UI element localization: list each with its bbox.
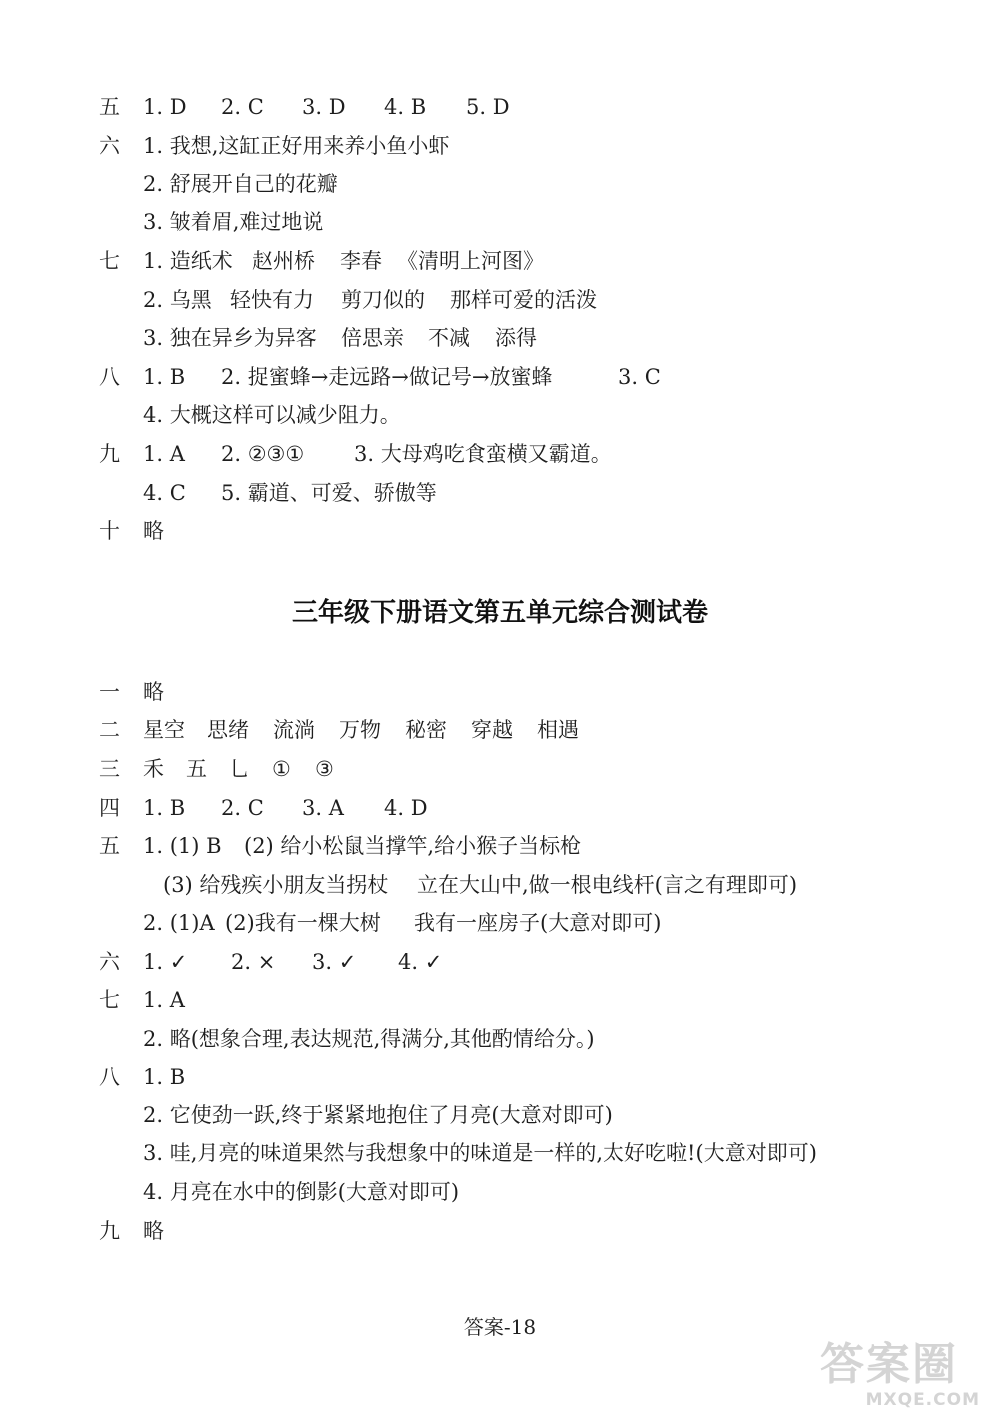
answer-item: 五 bbox=[186, 757, 207, 781]
answer-item: 1. B bbox=[143, 1065, 186, 1089]
answer-item: 3. D bbox=[302, 95, 346, 119]
question-number: 八 bbox=[99, 365, 120, 389]
page-title: 三年级下册语文第五单元综合测试卷 bbox=[291, 598, 708, 628]
answer-item: 星空 bbox=[143, 718, 185, 742]
answer-item: 1. 造纸术 bbox=[143, 249, 233, 273]
answer-item: 赵州桥 bbox=[252, 249, 315, 273]
question-number: 九 bbox=[99, 442, 120, 466]
answer-item: 秘密 bbox=[405, 718, 447, 742]
answer-item: 禾 bbox=[143, 757, 164, 781]
question-number: 六 bbox=[99, 134, 120, 158]
answer-item: 立在大山中,做一根电线杆(言之有理即可) bbox=[417, 873, 798, 897]
answer-item: 3. 独在异乡为异客 bbox=[143, 326, 317, 350]
question-number: 七 bbox=[99, 249, 120, 273]
answer-item: 李春 bbox=[340, 249, 382, 273]
answer-item: 万物 bbox=[339, 718, 381, 742]
answer-item: 流淌 bbox=[273, 718, 315, 742]
answer-item: 2. 略(想象合理,表达规范,得满分,其他酌情给分。) bbox=[143, 1027, 595, 1051]
question-number: 四 bbox=[99, 796, 120, 820]
answer-item: 1. A bbox=[143, 988, 185, 1012]
answer-item: 那样可爱的活泼 bbox=[450, 288, 597, 312]
answer-item: 3. 哇,月亮的味道果然与我想象中的味道是一样的,太好吃啦!(大意对即可) bbox=[143, 1141, 817, 1165]
answer-item: 2. 捉蜜蜂→走远路→做记号→放蜜蜂 bbox=[221, 365, 553, 389]
answer-item: 4. 大概这样可以减少阻力。 bbox=[143, 403, 401, 427]
question-number: 八 bbox=[99, 1065, 120, 1089]
question-number: 五 bbox=[99, 95, 120, 119]
answer-item: 倍思亲 bbox=[341, 326, 404, 350]
watermark-url: MXQE.COM bbox=[865, 1390, 980, 1410]
answer-item: 4. 月亮在水中的倒影(大意对即可) bbox=[143, 1180, 460, 1204]
answer-item: 2. C bbox=[221, 796, 264, 820]
answer-item: 1. A bbox=[143, 442, 185, 466]
answer-item: 4. D bbox=[384, 796, 428, 820]
answer-item: 3. ✓ bbox=[312, 950, 357, 974]
question-number: 七 bbox=[99, 988, 120, 1012]
question-number: 五 bbox=[99, 834, 120, 858]
answer-item: 3. 大母鸡吃食蛮横又霸道。 bbox=[354, 442, 612, 466]
answer-item: 剪刀似的 bbox=[341, 288, 425, 312]
answer-item: 略 bbox=[143, 680, 164, 704]
watermark bbox=[820, 1340, 990, 1416]
answer-item: 轻快有力 bbox=[230, 288, 314, 312]
answer-item: ③ bbox=[315, 757, 334, 781]
watermark-logo: 答案圈 bbox=[820, 1339, 958, 1390]
answer-item: 4. C bbox=[143, 481, 186, 505]
answer-item: 思绪 bbox=[207, 718, 249, 742]
answer-item: 1. ✓ bbox=[143, 950, 188, 974]
answer-item: 5. 霸道、可爱、骄傲等 bbox=[221, 481, 437, 505]
question-number: 一 bbox=[99, 680, 120, 704]
answer-item: 2. ②③① bbox=[221, 442, 305, 466]
question-number: 九 bbox=[99, 1219, 120, 1243]
answer-item: 不减 bbox=[428, 326, 470, 350]
answer-item: 2. 乌黑 bbox=[143, 288, 212, 312]
answer-item: 1. B bbox=[143, 365, 186, 389]
answer-item: 2. (1)A bbox=[143, 911, 215, 935]
answer-item: 1. 我想,这缸正好用来养小鱼小虾 bbox=[143, 134, 450, 158]
answer-item: 2. 它使劲一跃,终于紧紧地抱住了月亮(大意对即可) bbox=[143, 1103, 613, 1127]
answer-item: (2)我有一棵大树 bbox=[225, 911, 381, 935]
answer-item: 1. B bbox=[143, 796, 186, 820]
answer-item: 5. D bbox=[466, 95, 510, 119]
question-number: 三 bbox=[99, 757, 120, 781]
answer-item: 《清明上河图》 bbox=[397, 249, 544, 273]
answer-item: 3. C bbox=[618, 365, 661, 389]
answer-item: 1. (1) B bbox=[143, 834, 222, 858]
answer-item: 添得 bbox=[495, 326, 537, 350]
answer-item: 4. B bbox=[384, 95, 427, 119]
question-number: 六 bbox=[99, 950, 120, 974]
answer-item: (2) 给小松鼠当撑竿,给小猴子当标枪 bbox=[244, 834, 582, 858]
answer-item: 穿越 bbox=[471, 718, 513, 742]
answer-item: ① bbox=[272, 757, 291, 781]
answer-item: 1. D bbox=[143, 95, 187, 119]
answer-item: 3. A bbox=[302, 796, 344, 820]
answer-item: 2. C bbox=[221, 95, 264, 119]
answer-item: 略 bbox=[143, 519, 164, 543]
page-number: 答案-18 bbox=[463, 1315, 537, 1339]
question-number: 二 bbox=[99, 718, 120, 742]
answer-item: 2. 舒展开自己的花瓣 bbox=[143, 172, 338, 196]
answer-item: 我有一座房子(大意对即可) bbox=[414, 911, 662, 935]
answer-item: (3) 给残疾小朋友当拐杖 bbox=[163, 873, 389, 897]
answer-item: 4. ✓ bbox=[398, 950, 443, 974]
answer-item: 相遇 bbox=[537, 718, 579, 742]
answer-item: 乚 bbox=[229, 757, 250, 781]
answer-item: 2. × bbox=[231, 950, 276, 974]
question-number: 十 bbox=[99, 519, 120, 543]
answer-item: 3. 皱着眉,难过地说 bbox=[143, 210, 324, 234]
answer-item: 略 bbox=[143, 1219, 164, 1243]
